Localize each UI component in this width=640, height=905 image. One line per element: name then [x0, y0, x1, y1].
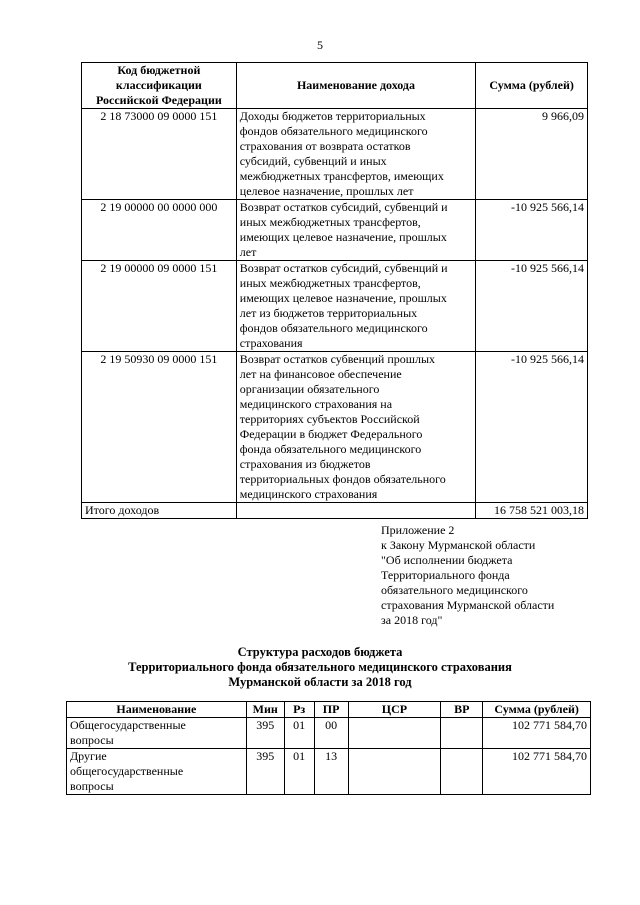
row-name: Доходы бюджетов территориальных фондов обязательного медицинского страхования от возврата остатков субсидий, субвенций и иных межбюджетных трансфертов, имеющих целевое назначение, прошлых лет: [236, 109, 475, 200]
row-code: 2 19 00000 00 0000 000: [82, 200, 237, 261]
row-csr: [348, 749, 441, 795]
total-empty: [236, 503, 475, 519]
header-rz: Рз: [284, 702, 314, 718]
header-vr: ВР: [441, 702, 483, 718]
table-row: [82, 261, 588, 352]
row-sum: -10 925 566,14: [476, 261, 588, 352]
page-number: 5: [317, 38, 323, 52]
row-code: 2 19 00000 09 0000 151: [82, 261, 237, 352]
header-name: Наименование: [67, 702, 247, 718]
row-rz: 01: [284, 749, 314, 795]
table-row: [82, 200, 588, 261]
header-code: Код бюджетной классификации Российской Федерации: [82, 63, 237, 109]
header-sum: Сумма (рублей): [483, 702, 591, 718]
row-name: Возврат остатков субвенций прошлых лет на финансовое обеспечение организации обязательного медицинского страхования на территориях субъектов Российской Федерации в бюджет Федерального фонда обязательного медицинского страхования из бюджетов территориальных фондов обязательного медицинского страхования: [236, 352, 475, 503]
appendix-note: Приложение 2 к Закону Мурманской области "Об исполнении бюджета Территориального фонда обязательного медицинского страхования Мурманской области за 2018 год": [381, 523, 555, 627]
table-row: [82, 352, 588, 503]
header-csr: ЦСР: [348, 702, 441, 718]
total-label: Итого доходов: [82, 503, 237, 519]
total-row: [82, 503, 588, 519]
row-vr: [441, 749, 483, 795]
expense-table-header: [67, 702, 591, 718]
header-pr: ПР: [314, 702, 348, 718]
row-sum: 102 771 584,70: [483, 749, 591, 795]
table-row: [67, 718, 591, 749]
row-name: Общегосударственные вопросы: [67, 718, 247, 749]
row-sum: 102 771 584,70: [483, 718, 591, 749]
table-row: [82, 109, 588, 200]
row-csr: [348, 718, 441, 749]
income-table: [81, 62, 588, 519]
expense-table: [66, 701, 591, 795]
row-rz: 01: [284, 718, 314, 749]
row-name: Возврат остатков субсидий, субвенций и иных межбюджетных трансфертов, имеющих целевое назначение, прошлых лет из бюджетов территориальных фондов обязательного медицинского страхования: [236, 261, 475, 352]
row-sum: 9 966,09: [476, 109, 588, 200]
header-name: Наименование дохода: [236, 63, 475, 109]
row-sum: -10 925 566,14: [476, 200, 588, 261]
row-min: 395: [246, 718, 284, 749]
total-sum: 16 758 521 003,18: [476, 503, 588, 519]
table-row: [67, 749, 591, 795]
row-pr: 13: [314, 749, 348, 795]
row-code: 2 19 50930 09 0000 151: [82, 352, 237, 503]
row-vr: [441, 718, 483, 749]
row-name: Другие общегосударственные вопросы: [67, 749, 247, 795]
income-table-header: [82, 63, 588, 109]
expense-title: Структура расходов бюджета Территориального фонда обязательного медицинского страхования Мурманской области за 2018 год: [128, 645, 512, 689]
row-code: 2 18 73000 09 0000 151: [82, 109, 237, 200]
row-pr: 00: [314, 718, 348, 749]
row-name: Возврат остатков субсидий, субвенций и иных межбюджетных трансфертов, имеющих целевое назначение, прошлых лет: [236, 200, 475, 261]
row-sum: -10 925 566,14: [476, 352, 588, 503]
row-min: 395: [246, 749, 284, 795]
header-sum: Сумма (рублей): [476, 63, 588, 109]
header-min: Мин: [246, 702, 284, 718]
